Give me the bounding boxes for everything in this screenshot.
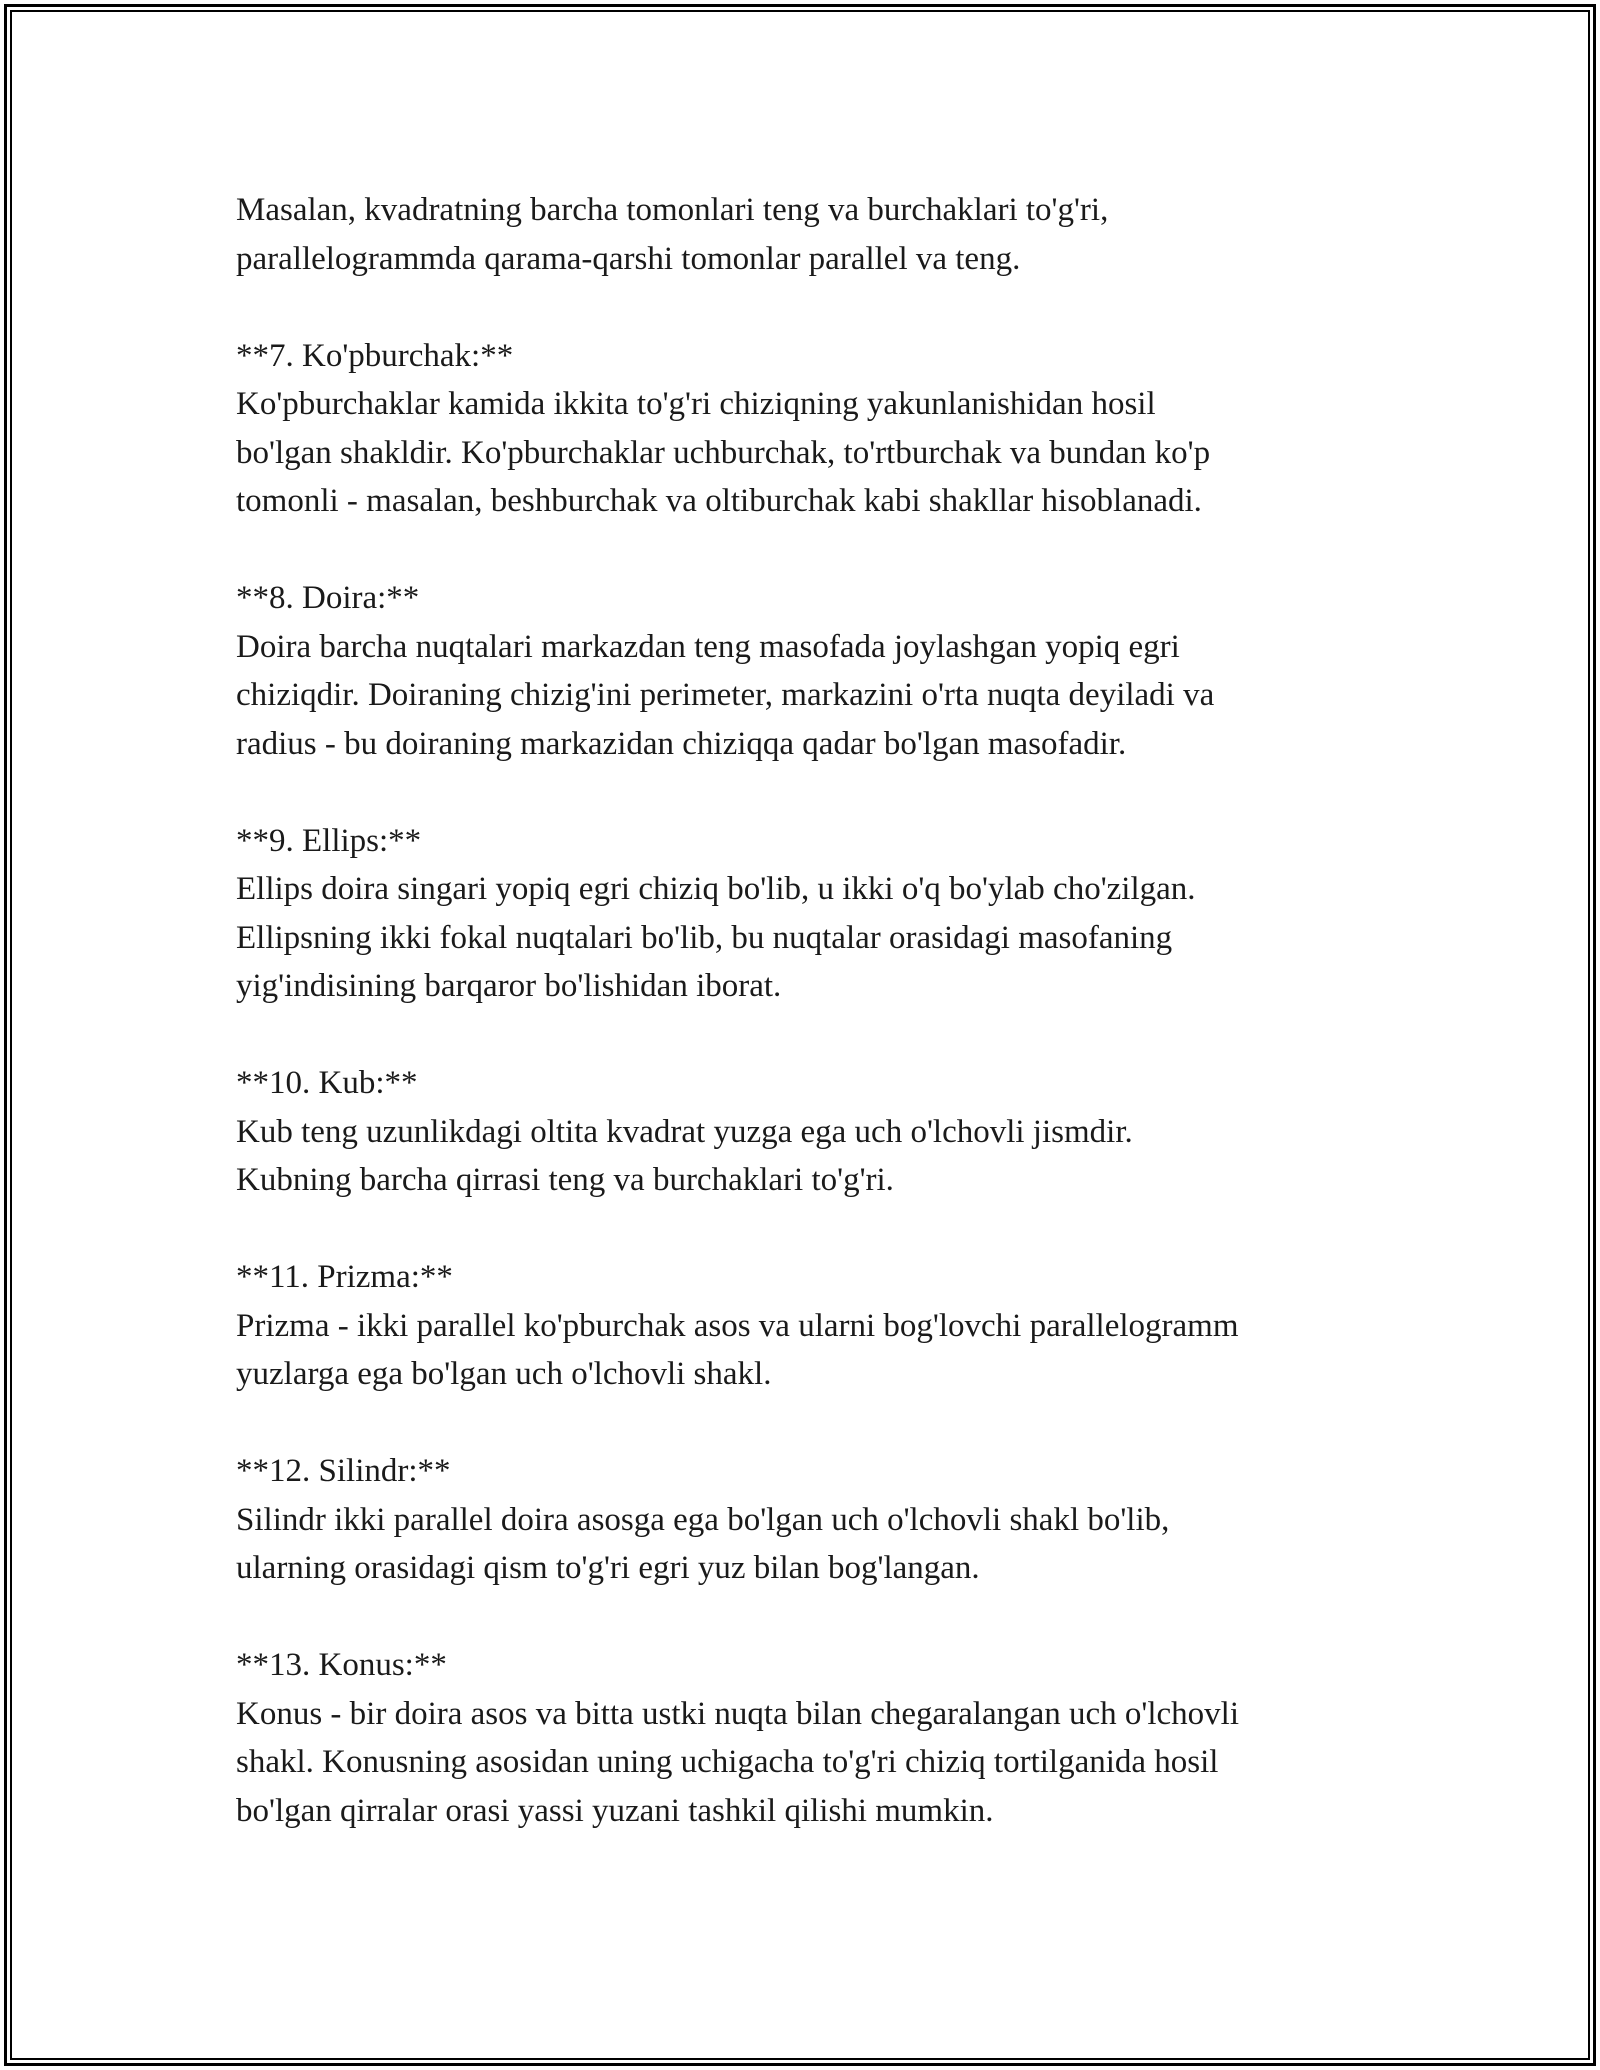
paragraph-line: bo'lgan qirralar orasi yassi yuzani tashkil qilishi mumkin. — [236, 1792, 994, 1829]
paragraph-line: Doira barcha nuqtalari markazdan teng masofada joylashgan yopiq egri — [236, 628, 1180, 665]
paragraph-line: Kubning barcha qirrasi teng va burchaklari to'g'ri. — [236, 1162, 894, 1198]
paragraph-line: yuzlarga ega bo'lgan uch o'lchovli shakl. — [236, 1356, 772, 1392]
paragraph-line: ularning orasidagi qism to'g'ri egri yuz bilan bog'langan. — [236, 1550, 980, 1586]
section-cube — [236, 1059, 1376, 1205]
paragraph-line: bo'lgan shakldir. Ko'pburchaklar uchburchak, to'rtburchak va bundan ko'p — [236, 434, 1211, 471]
section-heading: **8. Doira:** — [236, 580, 420, 616]
section-circle — [236, 574, 1376, 768]
paragraph-line: yig'indisining barqaror bo'lishidan iborat. — [236, 968, 782, 1004]
paragraph-line: Kub teng uzunlikdagi oltita kvadrat yuzga ega uch o'lchovli jismdir. — [236, 1113, 1133, 1150]
section-heading: **12. Silindr:** — [236, 1453, 451, 1489]
paragraph-line: parallelogrammda qarama-qarshi tomonlar parallel va teng. — [236, 240, 1021, 277]
intro-paragraph — [236, 186, 1376, 283]
section-cone — [236, 1641, 1376, 1835]
paragraph-line: radius - bu doiraning markazidan chiziqqa qadar bo'lgan masofadir. — [236, 725, 1127, 762]
section-heading: **7. Ko'pburchak:** — [236, 337, 514, 374]
paragraph-line: tomonli - masalan, beshburchak va oltiburchak kabi shakllar hisoblanadi. — [236, 483, 1202, 519]
paragraph-line: Ellips doira singari yopiq egri chiziq bo'lib, u ikki o'q bo'ylab cho'zilgan. — [236, 871, 1196, 907]
section-polygon — [236, 332, 1376, 526]
paragraph-line: Ko'pburchaklar kamida ikkita to'g'ri chiziqning yakunlanishidan hosil — [236, 386, 1156, 422]
section-heading: **9. Ellips:** — [236, 822, 422, 859]
paragraph-line: chiziqdir. Doiraning chizig'ini perimeter, markazini o'rta nuqta deyiladi va — [236, 677, 1215, 713]
paragraph-line: Silindr ikki parallel doira asosga ega bo'lgan uch o'lchovli shakl bo'lib, — [236, 1501, 1170, 1538]
section-heading: **11. Prizma:** — [236, 1259, 453, 1295]
paragraph-line: Prizma - ikki parallel ko'pburchak asos va ularni bog'lovchi parallelogramm — [236, 1307, 1239, 1344]
paragraph-line: Masalan, kvadratning barcha tomonlari teng va burchaklari to'g'ri, — [236, 192, 1109, 228]
section-heading: **10. Kub:** — [236, 1065, 418, 1101]
paragraph-line: Konus - bir doira asos va bitta ustki nuqta bilan chegaralangan uch o'lchovli — [236, 1695, 1240, 1732]
section-heading: **13. Konus:** — [236, 1647, 447, 1683]
paragraph-line: shakl. Konusning asosidan uning uchigacha to'g'ri chiziq tortilganida hosil — [236, 1744, 1219, 1780]
paragraph-line: Ellipsning ikki fokal nuqtalari bo'lib, bu nuqtalar orasidagi masofaning — [236, 919, 1173, 956]
section-prism — [236, 1253, 1376, 1399]
document-body — [236, 186, 1376, 1884]
section-ellipse — [236, 817, 1376, 1011]
section-cylinder — [236, 1447, 1376, 1593]
